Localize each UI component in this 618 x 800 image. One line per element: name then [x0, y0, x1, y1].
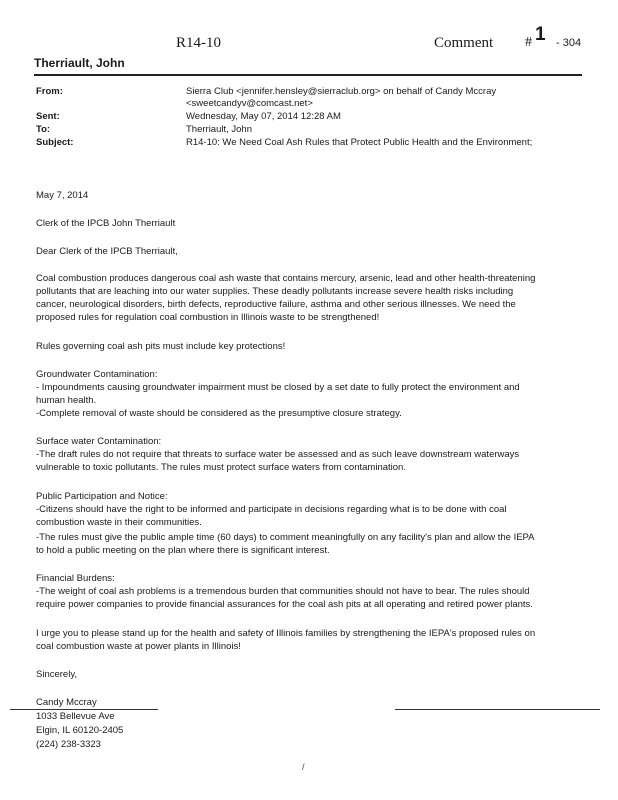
header-divider — [34, 74, 582, 76]
letter-date: May 7, 2014 — [36, 190, 89, 201]
paragraph-line: - Impoundments causing groundwater impairment must be closed by a set date to fully protect the environment and — [36, 382, 520, 393]
section-heading: Public Participation and Notice: — [36, 491, 168, 502]
subject-value: R14-10: We Need Coal Ash Rules that Protect Public Health and the Environment; — [186, 137, 533, 148]
subject-label: Subject: — [36, 137, 74, 148]
from-value-cont: <sweetcandyv@comcast.net> — [186, 98, 313, 109]
comment-hash: # — [525, 35, 532, 50]
paragraph-line: require power companies to provide financial assurances for the coal ash pits at all operating and retired power plants. — [36, 599, 533, 610]
letter-recipient: Clerk of the IPCB John Therriault — [36, 218, 176, 229]
section-heading: Surface water Contamination: — [36, 436, 162, 447]
paragraph-line: human health. — [36, 395, 97, 406]
paragraph-line: combustion waste in their communities. — [36, 517, 202, 528]
paragraph-line: -Citizens should have the right to be informed and participate in decisions regarding what is to be done with coal — [36, 504, 507, 515]
paragraph-line: -Complete removal of waste should be considered as the presumptive closure strategy. — [36, 408, 402, 419]
signature-address-line1: 1033 Bellevue Ave — [36, 711, 115, 722]
paragraph-line: vulnerable to toxic pollutants. The rules must protect surface waters from contamination. — [36, 462, 406, 473]
letter-salutation: Dear Clerk of the IPCB Therriault, — [36, 246, 178, 257]
paragraph-line: proposed rules for regulation coal combustion in Illinois waste to be strengthened! — [36, 312, 380, 323]
section-heading: Financial Burdens: — [36, 573, 115, 584]
paragraph-line: Rules governing coal ash pits must include key protections! — [36, 341, 286, 352]
to-value: Therriault, John — [186, 124, 253, 135]
paragraph-line: -The weight of coal ash problems is a tremendous burden that communities should not have to bear. The rules should — [36, 586, 530, 597]
docket-number: R14-10 — [176, 35, 221, 51]
paragraph-line: to hold a public meeting on the plan where there is significant interest. — [36, 545, 330, 556]
signature-address-line2: Elgin, IL 60120-2405 — [36, 725, 124, 736]
signature-rule-right — [395, 709, 600, 710]
paragraph-line: coal combustion waste at power plants in Illinois! — [36, 641, 241, 652]
signature-name: Candy Mccray — [36, 697, 97, 708]
paragraph-line: pollutants that are leaching into our water supplies. These deadly pollutants increase severe health risks including — [36, 286, 514, 297]
paragraph-line: -The draft rules do not require that threats to surface water be assessed and as such leave downstream waterways — [36, 449, 520, 460]
comment-number-handwritten: 1 — [535, 24, 546, 45]
mailbox-owner: Therriault, John — [34, 56, 125, 70]
from-value: Sierra Club <jennifer.hensley@sierraclub.org> on behalf of Candy Mccray — [186, 86, 497, 97]
paragraph-line: -The rules must give the public ample time (60 days) to comment meaningfully on any facility's plan and allow the IEPA — [36, 532, 535, 543]
to-label: To: — [36, 124, 51, 135]
page-reference: - 304 — [556, 37, 582, 49]
comment-label: Comment — [434, 35, 494, 51]
signoff: Sincerely, — [36, 669, 78, 680]
paragraph-line: I urge you to please stand up for the health and safety of Illinois families by strengthening the IEPA's proposed rules on — [36, 628, 536, 639]
signature-phone: (224) 238-3323 — [36, 739, 101, 750]
paragraph-line: cancer, neurological disorders, birth defects, reproductive failure, asthma and other serious illnesses. We need the — [36, 299, 516, 310]
footer-mark: / — [302, 762, 305, 772]
from-label: From: — [36, 86, 63, 97]
section-heading: Groundwater Contamination: — [36, 369, 158, 380]
sent-label: Sent: — [36, 111, 60, 122]
sent-value: Wednesday, May 07, 2014 12:28 AM — [186, 111, 341, 122]
paragraph-line: Coal combustion produces dangerous coal ash waste that contains mercury, arsenic, lead and other health-threatening — [36, 273, 536, 284]
signature-rule-left — [10, 709, 158, 710]
